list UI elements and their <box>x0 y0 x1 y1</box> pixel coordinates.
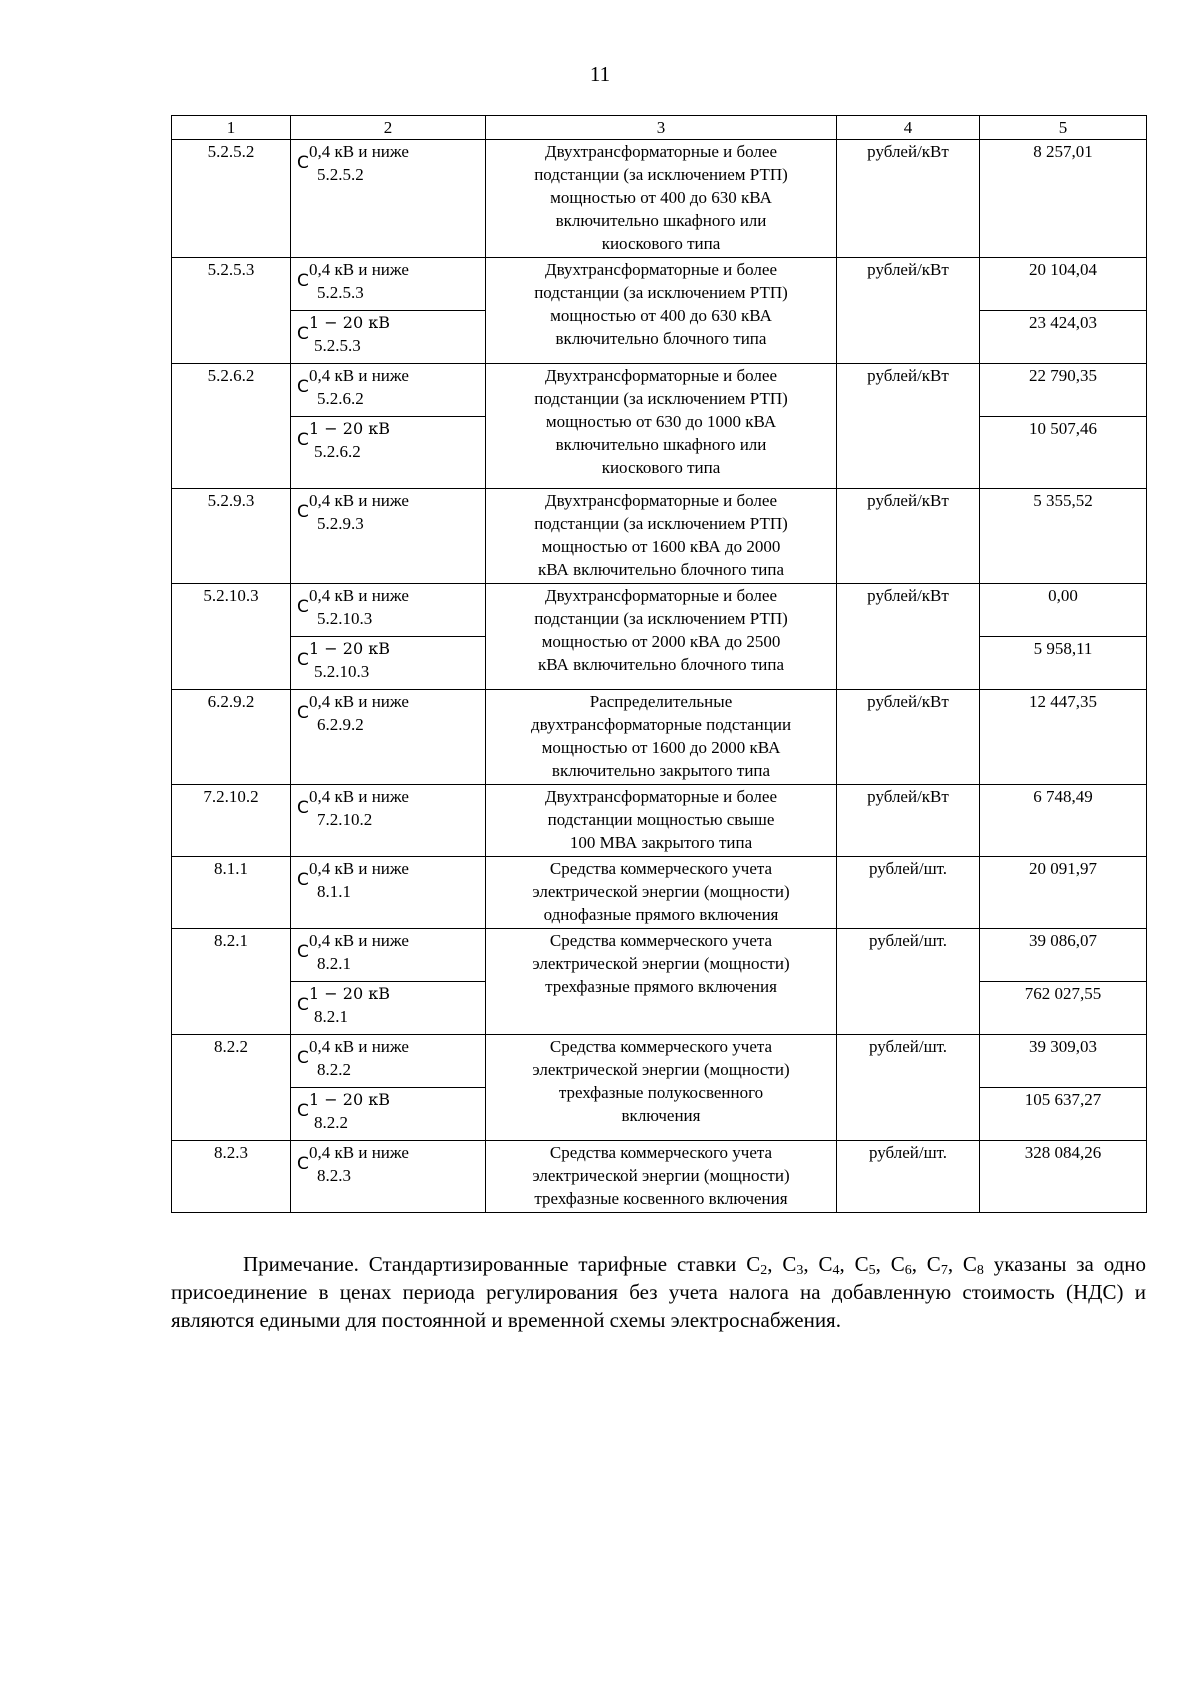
table-row <box>172 489 1147 584</box>
description-line: подстанции мощностью свыше <box>547 810 775 829</box>
description-line: Средства коммерческого учета <box>549 931 773 950</box>
tariff-description <box>486 1035 837 1141</box>
rate-symbol <box>297 584 447 629</box>
table-row <box>172 1141 1147 1213</box>
rate-symbol-voltage: 0,4 кВ и ниже <box>309 366 409 385</box>
tariff-table <box>171 115 1147 1213</box>
tariff-value: 5 355,52 <box>980 489 1147 584</box>
table-row <box>172 258 1147 311</box>
tariff-code: 5.2.5.3 <box>172 258 291 364</box>
rate-symbol <box>297 1035 447 1080</box>
rate-name-base: C <box>818 1252 833 1276</box>
rate-symbol <box>297 311 447 356</box>
tariff-value: 39 086,07 <box>980 929 1147 982</box>
column-header: 1 <box>172 116 291 140</box>
rate-symbol <box>297 364 447 409</box>
tariff-value: 8 257,01 <box>980 140 1147 258</box>
description-line: Средства коммерческого учета <box>549 1037 773 1056</box>
rate-symbol <box>297 857 447 902</box>
rate-symbol-cell <box>291 1035 486 1088</box>
rate-symbol-base: C <box>297 650 309 670</box>
description-line: Двухтрансформаторные и более <box>544 491 778 510</box>
rate-name-index: 5 <box>868 1263 876 1278</box>
rate-name <box>891 1252 912 1276</box>
description-line: подстанции (за исключением РТП) <box>534 389 788 408</box>
tariff-unit: рублей/шт. <box>837 857 980 929</box>
rate-symbol-voltage: 1 − 20 кВ <box>309 313 390 332</box>
description-line: электрической энергии (мощности) <box>532 1060 790 1079</box>
table-row <box>172 929 1147 982</box>
rate-symbol-cell <box>291 1141 486 1213</box>
description-line: включительно закрытого типа <box>551 761 771 780</box>
tariff-description <box>486 258 837 364</box>
column-header: 5 <box>980 116 1147 140</box>
description-line: мощностью от 1600 кВА до 2000 <box>541 537 781 556</box>
rate-name-index: 8 <box>976 1263 984 1278</box>
rate-name-base: C <box>782 1252 797 1276</box>
tariff-unit: рублей/шт. <box>837 929 980 1035</box>
tariff-code: 6.2.9.2 <box>172 690 291 785</box>
rate-symbol-cell <box>291 637 486 690</box>
description-line: мощностью от 400 до 630 кВА <box>550 188 772 207</box>
rate-symbol <box>297 637 447 682</box>
rate-symbol-base: C <box>297 502 309 522</box>
rate-symbol-cell <box>291 489 486 584</box>
description-line: Средства коммерческого учета <box>549 1143 773 1162</box>
tariff-value: 10 507,46 <box>980 417 1147 489</box>
rate-symbol <box>297 1088 447 1133</box>
tariff-description <box>486 140 837 258</box>
rate-symbol-index: 8.2.2 <box>314 1113 348 1132</box>
rate-symbol-voltage: 1 − 20 кВ <box>309 639 390 658</box>
description-line: Двухтрансформаторные и более <box>544 787 778 806</box>
rate-name-base: C <box>854 1252 869 1276</box>
column-header: 4 <box>837 116 980 140</box>
rate-name-base: C <box>926 1252 941 1276</box>
rate-name-base: C <box>890 1252 905 1276</box>
rate-symbol-base: C <box>297 153 309 173</box>
tariff-value: 22 790,35 <box>980 364 1147 417</box>
rate-name-base: C <box>962 1252 977 1276</box>
tariff-description <box>486 857 837 929</box>
rate-symbol-index: 5.2.10.3 <box>317 609 373 628</box>
rate-symbol-voltage: 0,4 кВ и ниже <box>309 859 409 878</box>
description-line: трехфазные прямого включения <box>545 977 777 996</box>
description-line: подстанции (за исключением РТП) <box>534 609 788 628</box>
rate-symbol-cell <box>291 982 486 1035</box>
rate-symbol-base: C <box>297 324 309 344</box>
table-row <box>172 785 1147 857</box>
rate-symbol-index: 5.2.6.2 <box>317 389 364 408</box>
tariff-code: 8.1.1 <box>172 857 291 929</box>
description-line: мощностью от 2000 кВА до 2500 <box>541 632 781 651</box>
tariff-unit: рублей/шт. <box>837 1141 980 1213</box>
table-header-row <box>172 116 1147 140</box>
rate-symbol-index: 8.2.3 <box>317 1166 351 1185</box>
tariff-unit: рублей/шт. <box>837 1035 980 1141</box>
rate-symbol-base: C <box>297 597 309 617</box>
rate-name <box>963 1252 984 1276</box>
description-line: электрической энергии (мощности) <box>532 954 790 973</box>
rate-symbol-base: C <box>297 430 309 450</box>
description-line: Распределительные <box>589 692 733 711</box>
tariff-code: 5.2.6.2 <box>172 364 291 489</box>
footnote-intro: Примечание. Стандартизированные тарифные ставки <box>243 1252 747 1276</box>
rate-symbol-base: C <box>297 271 309 291</box>
description-line: электрической энергии (мощности) <box>532 1166 790 1185</box>
footnote-paragraph <box>171 1250 1146 1334</box>
rate-symbol-index: 5.2.9.3 <box>317 514 364 533</box>
tariff-unit: рублей/кВт <box>837 364 980 489</box>
tariff-code: 8.2.1 <box>172 929 291 1035</box>
table-row <box>172 690 1147 785</box>
description-line: однофазные прямого включения <box>543 905 779 924</box>
tariff-value: 20 104,04 <box>980 258 1147 311</box>
tariff-description <box>486 584 837 690</box>
description-line: Двухтрансформаторные и более <box>544 142 778 161</box>
rate-name-index: 2 <box>760 1263 768 1278</box>
description-line: трехфазные косвенного включения <box>534 1189 788 1208</box>
rate-symbol-index: 5.2.5.3 <box>314 336 361 355</box>
rate-symbol <box>297 489 447 534</box>
description-line: 100 МВА закрытого типа <box>569 833 753 852</box>
column-header: 2 <box>291 116 486 140</box>
column-header: 3 <box>486 116 837 140</box>
rate-symbol-base: C <box>297 942 309 962</box>
description-line: подстанции (за исключением РТП) <box>534 165 788 184</box>
tariff-value: 328 084,26 <box>980 1141 1147 1213</box>
rate-symbol-voltage: 0,4 кВ и ниже <box>309 260 409 279</box>
footnote-text: указаны за одно присоединение в ценах периода регулирования без учета налога на добавленную стоимость (НДС) и являются едиными для постоянной и временной схемы электроснабжения. <box>171 1252 1147 1332</box>
table-row <box>172 1035 1147 1088</box>
description-line: трехфазные полукосвенного <box>558 1083 764 1102</box>
tariff-unit: рублей/кВт <box>837 584 980 690</box>
tariff-code: 8.2.3 <box>172 1141 291 1213</box>
rate-symbol-voltage: 0,4 кВ и ниже <box>309 931 409 950</box>
rate-symbol-base: C <box>297 870 309 890</box>
rate-symbol-index: 8.2.1 <box>314 1007 348 1026</box>
rate-symbol-base: C <box>297 1154 309 1174</box>
tariff-value: 39 309,03 <box>980 1035 1147 1088</box>
tariff-code: 7.2.10.2 <box>172 785 291 857</box>
description-line: кВА включительно блочного типа <box>538 560 784 579</box>
rate-symbol-index: 8.2.2 <box>317 1060 351 1079</box>
description-line: подстанции (за исключением РТП) <box>534 283 788 302</box>
tariff-description <box>486 690 837 785</box>
rate-symbol-base: C <box>297 1101 309 1121</box>
rate-symbol-index: 7.2.10.2 <box>317 810 373 829</box>
rate-symbol <box>297 417 447 462</box>
description-line: кВА включительно блочного типа <box>538 655 784 674</box>
footnote-rate-list: $C_2$, $C_3$, $C_4$, $C_5$, $C_6$, $C_7$, $C_8$ <box>746 1252 984 1278</box>
tariff-value: 20 091,97 <box>980 857 1147 929</box>
rate-symbol-voltage: 0,4 кВ и ниже <box>309 586 409 605</box>
rate-symbol-cell <box>291 929 486 982</box>
rate-symbol <box>297 785 447 830</box>
tariff-value: 105 637,27 <box>980 1088 1147 1141</box>
description-line: включительно шкафного или <box>555 211 767 230</box>
description-line: киоскового типа <box>601 458 721 477</box>
rate-symbol-voltage: 1 − 20 кВ <box>309 984 390 1003</box>
tariff-description <box>486 489 837 584</box>
rate-symbol-voltage: 0,4 кВ и ниже <box>309 787 409 806</box>
tariff-unit: рублей/кВт <box>837 785 980 857</box>
rate-symbol-index: 5.2.5.2 <box>317 165 364 184</box>
rate-symbol-cell <box>291 584 486 637</box>
rate-symbol-voltage: 0,4 кВ и ниже <box>309 1037 409 1056</box>
rate-symbol <box>297 1141 447 1186</box>
tariff-description <box>486 785 837 857</box>
tariff-description <box>486 364 837 489</box>
rate-symbol-voltage: 0,4 кВ и ниже <box>309 142 409 161</box>
footnote <box>171 1250 1146 1334</box>
tariff-unit: рублей/кВт <box>837 140 980 258</box>
tariff-code: 8.2.2 <box>172 1035 291 1141</box>
description-line: мощностью от 630 до 1000 кВА <box>545 412 777 431</box>
tariff-description <box>486 1141 837 1213</box>
rate-symbol-index: 5.2.6.2 <box>314 442 361 461</box>
table-row <box>172 584 1147 637</box>
rate-name <box>927 1252 948 1276</box>
rate-symbol-base: C <box>297 1048 309 1068</box>
rate-symbol-voltage: 0,4 кВ и ниже <box>309 1143 409 1162</box>
rate-symbol-voltage: 0,4 кВ и ниже <box>309 692 409 711</box>
rate-symbol-cell <box>291 311 486 364</box>
rate-symbol-base: C <box>297 798 309 818</box>
rate-symbol-base: C <box>297 995 309 1015</box>
rate-symbol-voltage: 0,4 кВ и ниже <box>309 491 409 510</box>
description-line: мощностью от 400 до 630 кВА <box>550 306 772 325</box>
tariff-unit: рублей/кВт <box>837 489 980 584</box>
rate-symbol-cell <box>291 417 486 489</box>
rate-name-index: 4 <box>832 1263 840 1278</box>
description-line: двухтрансформаторные подстанции <box>530 715 792 734</box>
rate-symbol-cell <box>291 690 486 785</box>
rate-name-index: 3 <box>796 1263 804 1278</box>
tariff-value: 5 958,11 <box>980 637 1147 690</box>
tariff-value: 762 027,55 <box>980 982 1147 1035</box>
rate-symbol-cell <box>291 1088 486 1141</box>
table-row <box>172 364 1147 417</box>
rate-symbol-cell <box>291 140 486 258</box>
description-line: Средства коммерческого учета <box>549 859 773 878</box>
tariff-code: 5.2.5.2 <box>172 140 291 258</box>
page-number: 11 <box>589 62 611 86</box>
rate-symbol-cell <box>291 857 486 929</box>
rate-symbol-index: 8.2.1 <box>317 954 351 973</box>
rate-symbol-index: 6.2.9.2 <box>317 715 364 734</box>
description-line: мощностью от 1600 до 2000 кВА <box>541 738 781 757</box>
tariff-unit: рублей/кВт <box>837 258 980 364</box>
tariff-value: 0,00 <box>980 584 1147 637</box>
rate-symbol-cell <box>291 785 486 857</box>
rate-symbol-cell <box>291 364 486 417</box>
rate-symbol <box>297 929 447 974</box>
rate-name-index: 6 <box>904 1263 912 1278</box>
tariff-value: 6 748,49 <box>980 785 1147 857</box>
rate-symbol-cell <box>291 258 486 311</box>
rate-name-index: 7 <box>940 1263 948 1278</box>
table-row <box>172 857 1147 929</box>
rate-name <box>818 1252 839 1276</box>
rate-name <box>782 1252 803 1276</box>
tariff-code: 5.2.9.3 <box>172 489 291 584</box>
tariff-description <box>486 929 837 1035</box>
rate-symbol <box>297 690 447 735</box>
description-line: киоскового типа <box>601 234 721 253</box>
tariff-table-body <box>172 116 1147 1213</box>
rate-symbol-index: 5.2.5.3 <box>317 283 364 302</box>
rate-symbol <box>297 982 447 1027</box>
description-line: включения <box>621 1106 701 1125</box>
rate-name <box>746 1252 767 1276</box>
rate-symbol-voltage: 1 − 20 кВ <box>309 1090 390 1109</box>
rate-symbol-index: 8.1.1 <box>317 882 351 901</box>
rate-symbol <box>297 258 447 303</box>
description-line: Двухтрансформаторные и более <box>544 366 778 385</box>
description-line: включительно шкафного или <box>555 435 767 454</box>
tariff-code: 5.2.10.3 <box>172 584 291 690</box>
table-row <box>172 140 1147 258</box>
rate-name-base: C <box>746 1252 761 1276</box>
description-line: включительно блочного типа <box>555 329 767 348</box>
description-line: Двухтрансформаторные и более <box>544 260 778 279</box>
description-line: Двухтрансформаторные и более <box>544 586 778 605</box>
tariff-unit: рублей/кВт <box>837 690 980 785</box>
rate-name <box>855 1252 876 1276</box>
tariff-value: 23 424,03 <box>980 311 1147 364</box>
rate-symbol-voltage: 1 − 20 кВ <box>309 419 390 438</box>
tariff-value: 12 447,35 <box>980 690 1147 785</box>
description-line: подстанции (за исключением РТП) <box>534 514 788 533</box>
rate-symbol <box>297 140 447 185</box>
description-line: электрической энергии (мощности) <box>532 882 790 901</box>
rate-symbol-index: 5.2.10.3 <box>314 662 370 681</box>
rate-symbol-base: C <box>297 703 309 723</box>
rate-symbol-base: C <box>297 377 309 397</box>
